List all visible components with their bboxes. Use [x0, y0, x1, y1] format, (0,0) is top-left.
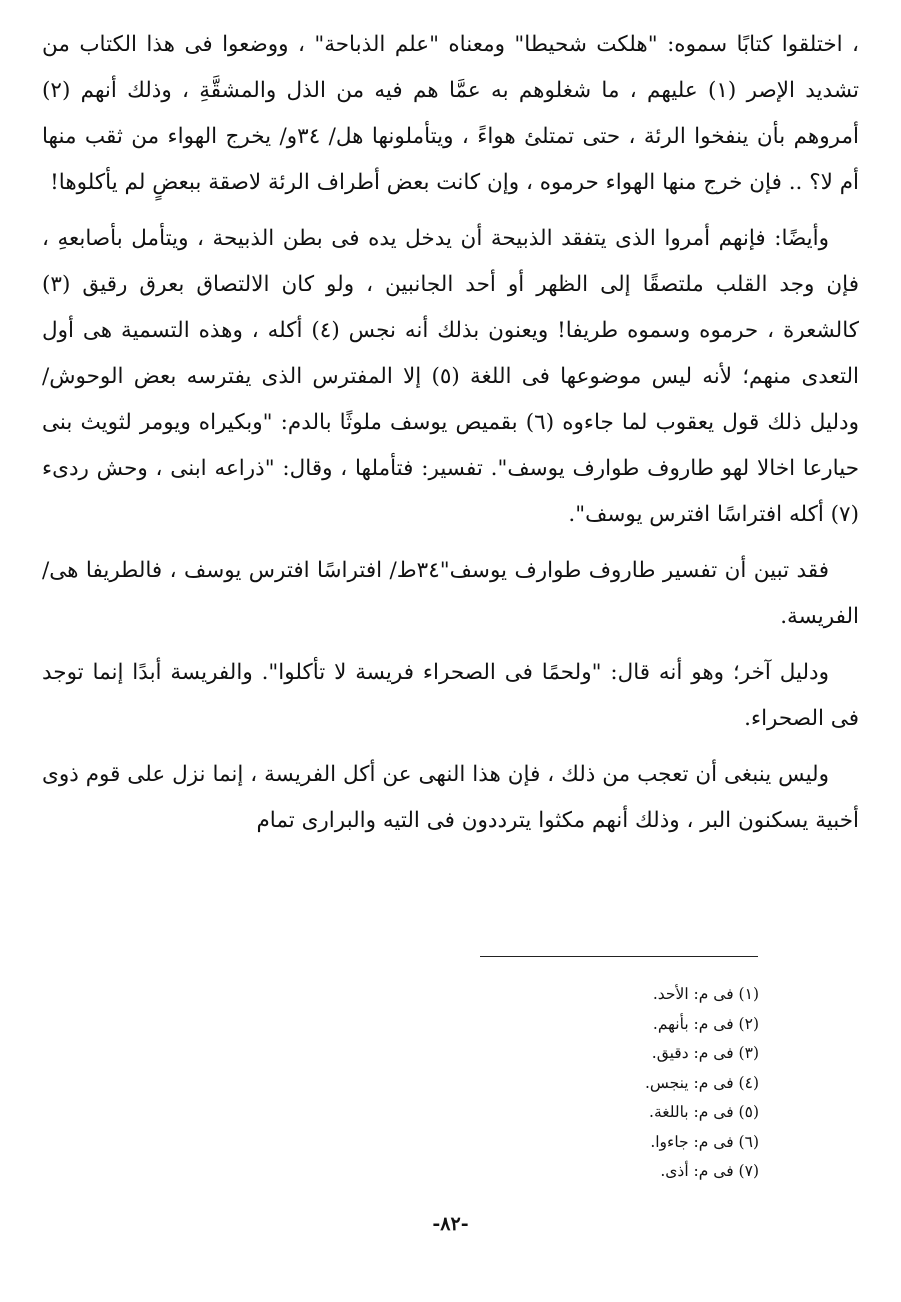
footnotes [359, 980, 759, 1187]
footnote-3: (٣) فى م: دقيق. [651, 1044, 759, 1062]
paragraph-4: ودليل آخر؛ وهو أنه قال: "ولحمًا فى الصحراء فريسة لا تأكلوا". والفريسة أبدًا إنما توجد فى الصحراء. [42, 660, 859, 731]
paragraph-1: ، اختلقوا كتابًا سموه: "هلكت شحيطا" ومعناه "علم الذباحة" ، ووضعوا فى هذا الكتاب من تشديد الإصر (١) عليهم ، ما شغلوهم به عمَّا هم فيه من الذل والمشقَّةِ ، وذلك أنهم (٢) أمروهم بأن ينفخوا الرئة ، حتى تمتلئ هواءً ، ويتأملونها هل/ ٣٤و/ يخرج الهواء من ثقب منها أم لا؟ .. فإن خرج منها الهواء حرموه ، وإن كانت بعض أطراف الرئة لاصقة ببعضٍ لم يأكلوها! [42, 32, 859, 195]
page-number: -٨٢- [432, 1213, 469, 1235]
paragraph-3: فقد تبين أن تفسير طاروف طوارف يوسف"٣٤ط/ افتراسًا افترس يوسف ، فالطريفا هى/ الفريسة. [42, 558, 859, 629]
footnote-4: (٤) فى م: ينجس. [644, 1073, 759, 1092]
paragraph-2: وأيضًا: فإنهم أمروا الذى يتفقد الذبيحة أن يدخل يده فى بطن الذبيحة ، ويتأمل بأصابعهِ ، فإن وجد القلب ملتصقًا إلى الظهر أو أحد الجانبين ، ولو كان الالتصاق بعرق رقيق (٣) كالشعرة ، حرموه وسموه طريفا! ويعنون بذلك أنه نجس (٤) أكله ، وهذه التسمية هى أول التعدى منهم؛ لأنه ليس موضوعها فى اللغة (٥) إلا المفترس الذى يفترسه بعض الوحوش/ ودليل ذلك قول يعقوب لما جاءوه (٦) بقميص يوسف ملوثًا بالدم: "وبكيراه ويومر لثويث بنى حيارعا اخالا لهو طاروف طوارف يوسف". تفسير: فتأملها ، وقال: "ذراعه ابنى ، وحش ردىء (٧) أكله افتراسًا افترس يوسف". [42, 226, 859, 527]
paragraph-5: وليس ينبغى أن تعجب من ذلك ، فإن هذا النهى عن أكل الفريسة ، إنما نزل على قوم ذوى أخبية يسكنون البر ، وذلك أنهم مكثوا يترددون فى التيه والبرارى تمام [42, 762, 859, 833]
footnote-7: (٧) فى م: أذى. [660, 1162, 759, 1180]
footnote-2: (٢) فى م: بأنهم. [652, 1014, 759, 1033]
footnote-separator [480, 956, 758, 957]
main-text [42, 22, 859, 854]
footnote-5: (٥) فى م: باللغة. [649, 1103, 759, 1121]
footnote-1: (١) فى م: الأحد. [652, 985, 759, 1003]
footnote-6: (٦) فى م: جاءوا. [650, 1132, 759, 1151]
